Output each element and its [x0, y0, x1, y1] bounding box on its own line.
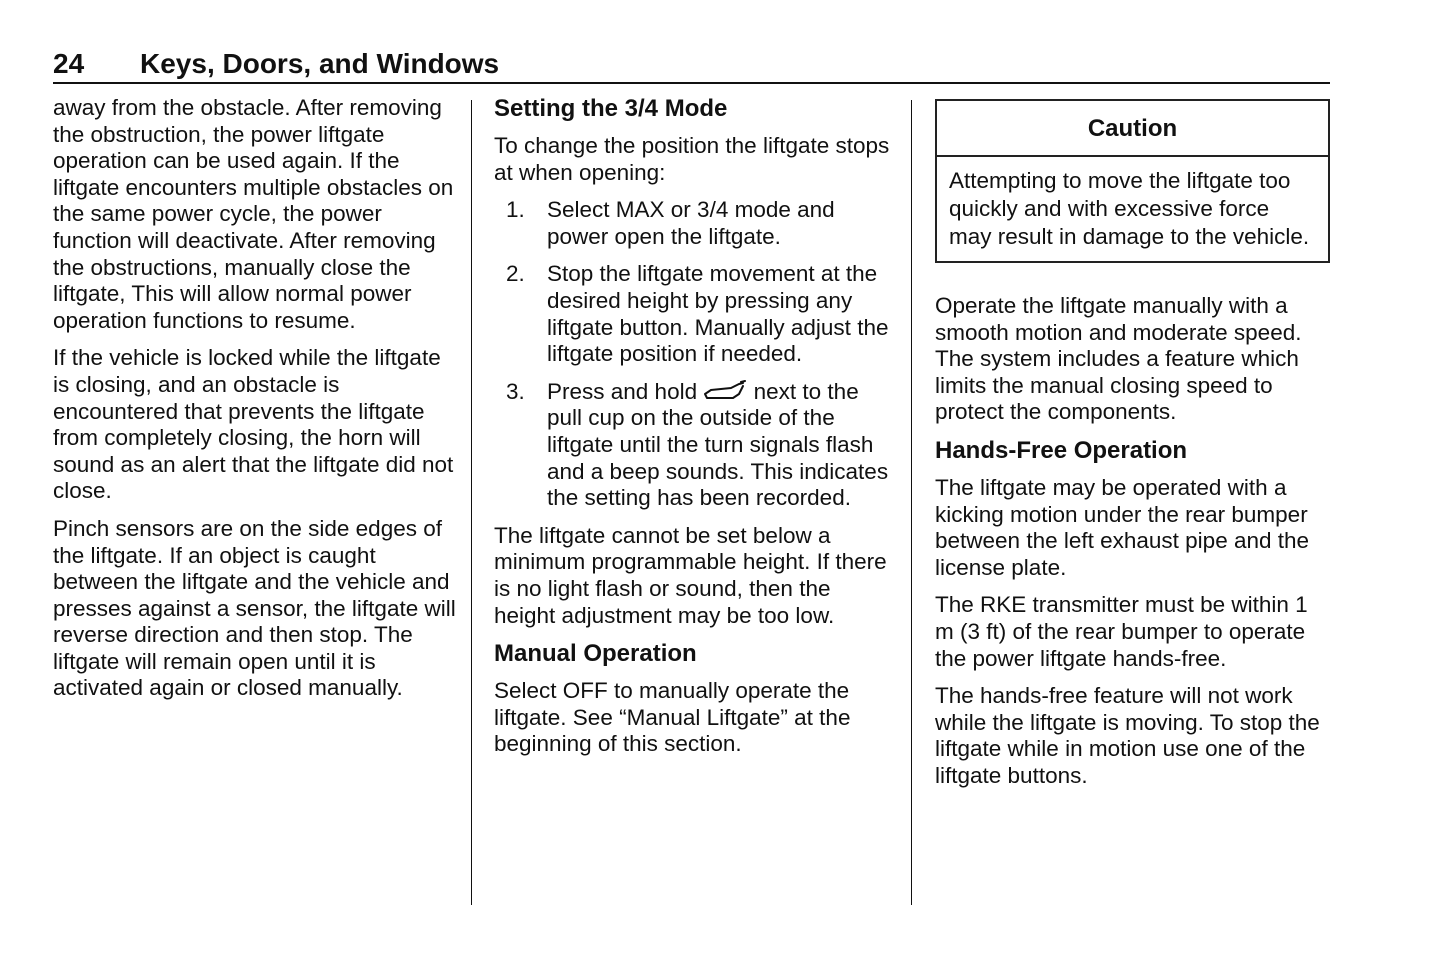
column-3 [935, 95, 1330, 801]
paragraph: If the vehicle is locked while the liftgate is closing, and an obstacle is encountered that prevents the liftgate from completely closing, the horn will sound as an alert that the liftgate did not close. [53, 345, 454, 504]
paragraph: The hands-free feature will not work while the liftgate is moving. To stop the liftgate while in motion use one of the liftgate buttons. [935, 683, 1320, 788]
page-number: 24 [53, 48, 85, 79]
column-divider [911, 100, 912, 905]
paragraph: Pinch sensors are on the side edges of the liftgate. If an object is caught between the liftgate and the vehicle and presses against a sensor, the liftgate will reverse direction and then stop. The liftgate will remain open until it is activated again or closed manually. [53, 515, 456, 701]
section-title: Keys, Doors, and Windows [140, 48, 500, 79]
paragraph: Select OFF to manually operate the liftgate. See “Manual Liftgate” at the beginning of this section. [494, 678, 851, 757]
column-2 [494, 95, 894, 769]
caution-title: Caution [937, 101, 1328, 157]
paragraph: The liftgate cannot be set below a minimum programmable height. If there is no light flash or sound, then the height adjustment may be too low. [494, 522, 887, 628]
heading-setting-mode: Setting the 3/4 Mode [494, 95, 728, 122]
list-item [494, 261, 894, 367]
page-header [53, 46, 1330, 84]
caution-body: Attempting to move the liftgate too quickly and with excessive force may result in damage to the vehicle. [949, 168, 1310, 249]
steps-list [494, 197, 894, 512]
caution-box [935, 99, 1330, 263]
liftgate-icon [703, 380, 747, 402]
step-text: Press and hold [547, 378, 698, 404]
paragraph: The RKE transmitter must be within 1 m (3 ft) of the rear bumper to operate the power liftgate hands-free. [935, 592, 1308, 671]
step-text: Select MAX or 3/4 mode and power open the liftgate. [547, 197, 835, 249]
list-item [494, 197, 894, 250]
column-1 [53, 95, 458, 713]
heading-hands-free: Hands-Free Operation [935, 436, 1188, 464]
column-divider [471, 100, 472, 905]
step-text: Stop the liftgate movement at the desired height by pressing any liftgate button. Manually adjust the liftgate position if needed. [547, 261, 889, 367]
paragraph: away from the obstacle. After removing the obstruction, the power liftgate operation can be used again. If the liftgate encounters multiple obstacles on the same power cycle, the power function will deactivate. After removing the obstructions, manually close the liftgate, This will allow normal power operation functions to resume. [53, 95, 454, 333]
step-number: 3. [506, 378, 525, 404]
step-text: next to the pull cup on the outside of the liftgate until the turn signals flash and a beep sounds. This indicates the setting has been recorded. [547, 378, 889, 511]
heading-manual-operation: Manual Operation [494, 640, 697, 668]
paragraph: The liftgate may be operated with a kicking motion under the rear bumper between the left exhaust pipe and the license plate. [935, 474, 1310, 580]
step-number: 2. [506, 261, 525, 287]
paragraph: To change the position the liftgate stops at when opening: [494, 133, 890, 185]
paragraph: Operate the liftgate manually with a smooth motion and moderate speed. The system includes a feature which limits the manual closing speed to protect the components. [935, 293, 1302, 425]
step-number: 1. [506, 197, 525, 223]
list-item [494, 379, 894, 512]
